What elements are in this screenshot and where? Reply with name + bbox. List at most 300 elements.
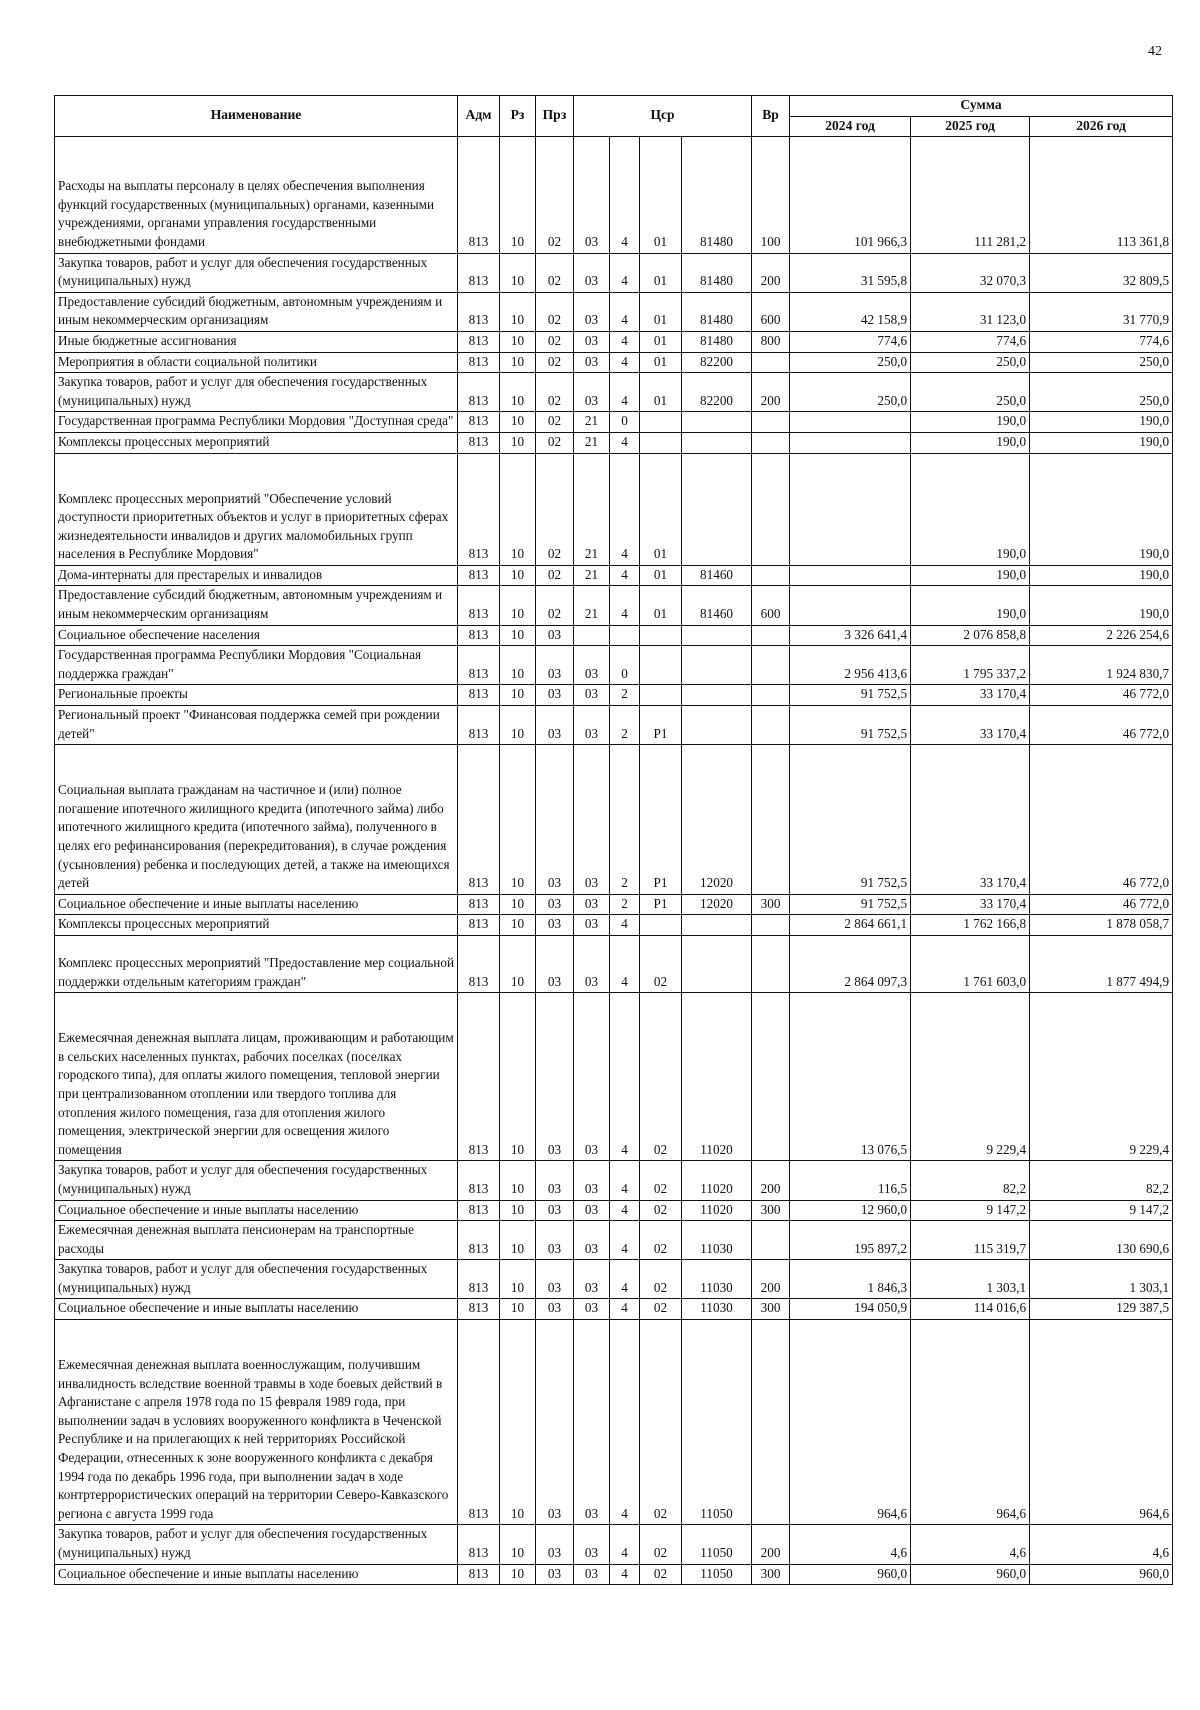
row-sum-2026 [1030, 1525, 1173, 1564]
row-sum-2024-text: 91 752,5 [860, 686, 908, 702]
row-csr-type [610, 745, 640, 895]
row-csr-complex-text: 02 [653, 1279, 668, 1295]
row-csr-type [610, 1525, 640, 1564]
row-csr-direction-text: 11020 [700, 1180, 733, 1196]
row-rz-text: 10 [510, 353, 525, 369]
row-rz [500, 993, 536, 1161]
row-vr [752, 1320, 790, 1525]
row-rz [500, 1221, 536, 1260]
row-prz-text: 03 [547, 626, 562, 642]
row-csr-program [574, 625, 610, 646]
row-rz-text: 10 [510, 875, 525, 891]
row-csr-program [574, 292, 610, 331]
row-sum-2026 [1030, 373, 1173, 412]
row-csr-direction-text: 81480 [700, 332, 733, 348]
row-sum-2026-text: 4,6 [1152, 1545, 1170, 1560]
table-row [55, 993, 1173, 1161]
row-csr-type [610, 253, 640, 292]
row-csr-direction [682, 1200, 752, 1221]
row-name-text: Социальное обеспечение населения [58, 626, 260, 642]
row-rz [500, 625, 536, 646]
row-csr-direction-text: 82200 [700, 392, 733, 408]
row-prz [536, 993, 574, 1161]
row-csr-type [610, 352, 640, 373]
row-csr-direction-text: 82200 [700, 353, 733, 369]
row-csr-complex-text: 02 [653, 973, 668, 989]
row-csr-type-text: 4 [621, 233, 628, 249]
row-csr-program [574, 685, 610, 706]
row-adm [458, 1161, 500, 1200]
row-vr [752, 137, 790, 253]
row-sum-2026-text: 31 770,9 [1122, 312, 1170, 328]
row-csr-type [610, 1200, 640, 1221]
row-sum-2024 [790, 292, 911, 331]
row-csr-direction-text: 11030 [700, 1300, 733, 1316]
row-csr-direction [682, 453, 752, 565]
row-csr-direction-text: 81460 [700, 606, 733, 622]
row-prz-text: 02 [547, 413, 562, 429]
row-csr-complex-text: 01 [653, 332, 668, 348]
row-csr-program [574, 1299, 610, 1320]
table-body [55, 137, 1173, 1585]
row-adm-text: 813 [468, 1565, 489, 1581]
row-vr-text: 300 [760, 1565, 781, 1581]
row-csr-program [574, 1161, 610, 1200]
row-csr-program [574, 453, 610, 565]
row-adm [458, 586, 500, 625]
header-csr: Цср [574, 96, 752, 137]
row-rz [500, 432, 536, 453]
row-sum-2026 [1030, 1299, 1173, 1320]
row-rz [500, 137, 536, 253]
row-sum-2026 [1030, 935, 1173, 992]
row-adm [458, 894, 500, 915]
row-csr-program [574, 646, 610, 685]
row-sum-2024 [790, 1260, 911, 1299]
row-csr-type [610, 1221, 640, 1260]
row-sum-2024 [790, 1299, 911, 1320]
row-csr-type-text: 2 [621, 686, 628, 702]
row-sum-2024 [790, 1161, 911, 1200]
row-prz [536, 253, 574, 292]
row-sum-2025-text: 250,0 [996, 353, 1027, 369]
row-name [55, 935, 458, 992]
row-sum-2026-text: 129 387,5 [1116, 1300, 1170, 1316]
table-row [55, 625, 1173, 646]
row-csr-type-text: 4 [621, 1201, 628, 1217]
table-row [55, 432, 1173, 453]
row-sum-2025 [911, 1260, 1030, 1299]
row-sum-2024-text: 13 076,5 [860, 1141, 908, 1157]
row-csr-direction-text: 11020 [700, 1201, 733, 1217]
row-sum-2026-text: 46 772,0 [1122, 686, 1170, 702]
row-adm-text: 813 [468, 353, 489, 369]
row-adm-text: 813 [468, 725, 489, 741]
row-csr-type [610, 685, 640, 706]
row-sum-2025-text: 1 762 166,8 [963, 916, 1027, 932]
row-csr-complex [640, 331, 682, 352]
row-csr-program-text: 03 [584, 725, 599, 741]
row-name-text: Закупка товаров, работ и услуг для обеспечения государственных (муниципальных) нужд [58, 1261, 428, 1295]
row-csr-complex [640, 894, 682, 915]
row-sum-2025-text: 190,0 [996, 606, 1027, 622]
row-sum-2026 [1030, 1320, 1173, 1525]
header-year-2026: 2026 год [1030, 116, 1173, 137]
row-csr-program-text: 03 [584, 665, 599, 681]
row-csr-program [574, 586, 610, 625]
row-vr [752, 453, 790, 565]
row-adm-text: 813 [468, 332, 489, 348]
row-csr-program [574, 432, 610, 453]
row-rz [500, 745, 536, 895]
row-csr-complex [640, 1299, 682, 1320]
row-rz-text: 10 [510, 1279, 525, 1295]
row-csr-type-text: 4 [621, 392, 628, 408]
row-csr-type [610, 646, 640, 685]
row-name [55, 1200, 458, 1221]
row-sum-2024-text: 964,6 [877, 1505, 908, 1521]
row-csr-program [574, 1320, 610, 1525]
row-adm-text: 813 [468, 1240, 489, 1256]
row-name-text: Комплексы процессных мероприятий [58, 433, 270, 449]
row-prz-text: 03 [547, 875, 562, 891]
row-sum-2024 [790, 993, 911, 1161]
row-sum-2025 [911, 565, 1030, 586]
row-csr-type [610, 1161, 640, 1200]
row-csr-type-text: 4 [621, 1240, 628, 1256]
row-csr-complex-text: 01 [653, 273, 668, 289]
table-row [55, 1200, 1173, 1221]
row-sum-2025 [911, 625, 1030, 646]
row-csr-complex [640, 292, 682, 331]
row-vr [752, 745, 790, 895]
page-number: 42 [1148, 44, 1162, 59]
row-rz [500, 1260, 536, 1299]
row-prz-text: 02 [547, 433, 562, 449]
row-csr-direction [682, 1564, 752, 1585]
row-sum-2024-text: 91 752,5 [860, 895, 908, 911]
row-csr-complex [640, 137, 682, 253]
row-csr-program [574, 137, 610, 253]
row-csr-type [610, 1320, 640, 1525]
row-sum-2025-text: 82,2 [1002, 1180, 1027, 1196]
row-csr-direction-text: 12020 [700, 895, 733, 911]
row-csr-complex [640, 1161, 682, 1200]
row-csr-direction [682, 993, 752, 1161]
row-sum-2025 [911, 373, 1030, 412]
row-rz-text: 10 [510, 626, 525, 642]
row-adm-text: 813 [468, 312, 489, 328]
row-adm [458, 352, 500, 373]
row-prz-text: 02 [547, 392, 562, 408]
row-prz [536, 1564, 574, 1585]
row-rz-text: 10 [510, 273, 525, 289]
row-adm-text: 813 [468, 875, 489, 891]
row-csr-complex [640, 1260, 682, 1299]
row-sum-2026 [1030, 1564, 1173, 1585]
row-name-text: Предоставление субсидий бюджетным, автономным учреждениям и иным некоммерческим организациям [58, 293, 443, 328]
row-sum-2025 [911, 432, 1030, 453]
row-csr-complex [640, 646, 682, 685]
row-prz [536, 352, 574, 373]
header-sum: Сумма [790, 96, 1173, 117]
row-csr-type-text: 4 [621, 273, 628, 289]
row-csr-complex-text: 02 [653, 1565, 668, 1581]
row-prz-text: 03 [547, 973, 562, 989]
row-name [55, 646, 458, 685]
row-name [55, 1525, 458, 1564]
row-adm [458, 685, 500, 706]
row-sum-2025-text: 960,0 [996, 1565, 1027, 1581]
row-sum-2024-text: 116,5 [877, 1180, 908, 1196]
row-sum-2025-text: 774,6 [996, 332, 1027, 348]
row-adm-text: 813 [468, 546, 489, 562]
row-csr-complex-text: 01 [653, 233, 668, 249]
row-csr-complex-text: P1 [653, 895, 668, 911]
row-prz-text: 02 [547, 332, 562, 348]
row-csr-type [610, 915, 640, 936]
row-sum-2024-text: 250,0 [877, 392, 908, 408]
row-sum-2026 [1030, 253, 1173, 292]
row-vr-text: 300 [760, 1300, 781, 1316]
row-prz [536, 894, 574, 915]
row-name [55, 706, 458, 745]
table-row [55, 1564, 1173, 1585]
row-sum-2025-text: 33 170,4 [979, 875, 1027, 891]
row-sum-2024 [790, 565, 911, 586]
row-prz-text: 03 [547, 1279, 562, 1295]
row-rz [500, 373, 536, 412]
row-adm [458, 1525, 500, 1564]
header-year-2025: 2025 год [911, 116, 1030, 137]
row-sum-2026-text: 113 361,8 [1116, 233, 1170, 249]
row-prz [536, 331, 574, 352]
table-row [55, 1525, 1173, 1564]
header-vr: Вр [752, 96, 790, 137]
row-prz [536, 453, 574, 565]
row-sum-2024-text: 960,0 [877, 1565, 908, 1581]
row-sum-2025-text: 33 170,4 [979, 895, 1027, 911]
row-sum-2026-text: 46 772,0 [1122, 725, 1170, 741]
row-csr-program [574, 894, 610, 915]
row-sum-2024-text: 91 752,5 [860, 725, 908, 741]
row-csr-program-text: 03 [584, 1505, 599, 1521]
row-csr-complex [640, 373, 682, 412]
row-csr-complex [640, 432, 682, 453]
row-csr-type [610, 373, 640, 412]
row-adm [458, 1200, 500, 1221]
row-sum-2026 [1030, 565, 1173, 586]
row-prz [536, 646, 574, 685]
row-sum-2025 [911, 915, 1030, 936]
row-csr-complex [640, 1525, 682, 1564]
row-prz [536, 915, 574, 936]
row-csr-program [574, 412, 610, 433]
row-rz [500, 685, 536, 706]
row-name-text: Государственная программа Республики Мордовия "Доступная среда" [58, 413, 454, 429]
row-rz-text: 10 [510, 546, 525, 562]
row-prz [536, 685, 574, 706]
row-csr-direction-text: 11050 [700, 1505, 733, 1521]
row-name-text: Дома-интернаты для престарелых и инвалидов [58, 566, 323, 582]
row-vr [752, 1200, 790, 1221]
row-csr-type-text: 4 [621, 566, 628, 582]
row-sum-2026 [1030, 706, 1173, 745]
budget-table [54, 95, 1173, 1585]
row-csr-type-text: 2 [621, 895, 628, 911]
row-csr-direction [682, 1161, 752, 1200]
row-rz-text: 10 [510, 916, 525, 932]
row-csr-complex-text: P1 [653, 875, 668, 891]
row-prz [536, 1221, 574, 1260]
row-sum-2026-text: 130 690,6 [1116, 1240, 1170, 1256]
row-rz-text: 10 [510, 392, 525, 408]
row-name-text: Мероприятия в области социальной политики [58, 353, 317, 369]
row-csr-complex-text: 02 [653, 1141, 668, 1157]
row-csr-type-text: 4 [621, 1545, 628, 1560]
row-vr-text: 300 [760, 1201, 781, 1217]
row-csr-type-text: 4 [621, 606, 628, 622]
table-row [55, 412, 1173, 433]
row-sum-2026 [1030, 412, 1173, 433]
table-row [55, 352, 1173, 373]
row-rz-text: 10 [510, 606, 525, 622]
row-prz [536, 706, 574, 745]
row-sum-2025 [911, 646, 1030, 685]
row-csr-direction [682, 646, 752, 685]
table-row [55, 915, 1173, 936]
row-prz [536, 1525, 574, 1564]
row-vr [752, 1564, 790, 1585]
row-name [55, 432, 458, 453]
row-sum-2026-text: 190,0 [1139, 433, 1170, 449]
row-sum-2026 [1030, 1260, 1173, 1299]
row-csr-direction [682, 894, 752, 915]
row-csr-type-text: 2 [621, 875, 628, 891]
row-csr-program [574, 331, 610, 352]
row-sum-2024 [790, 935, 911, 992]
row-adm [458, 253, 500, 292]
row-sum-2025-text: 4,6 [1009, 1545, 1027, 1560]
row-adm [458, 1260, 500, 1299]
row-csr-complex-text: 01 [653, 566, 668, 582]
row-prz-text: 03 [547, 1180, 562, 1196]
row-sum-2026-text: 964,6 [1139, 1505, 1170, 1521]
row-csr-complex [640, 1564, 682, 1585]
row-vr [752, 432, 790, 453]
row-rz-text: 10 [510, 1300, 525, 1316]
table-row [55, 565, 1173, 586]
row-vr-text: 600 [760, 606, 781, 622]
row-name [55, 1299, 458, 1320]
row-sum-2024 [790, 915, 911, 936]
row-name [55, 1161, 458, 1200]
row-rz [500, 915, 536, 936]
row-sum-2025 [911, 292, 1030, 331]
row-sum-2025-text: 9 229,4 [986, 1141, 1027, 1157]
row-csr-program-text: 03 [584, 1240, 599, 1256]
row-csr-complex-text: 02 [653, 1505, 668, 1521]
row-name [55, 685, 458, 706]
row-adm-text: 813 [468, 973, 489, 989]
row-rz [500, 331, 536, 352]
row-sum-2024 [790, 432, 911, 453]
row-sum-2026-text: 960,0 [1139, 1565, 1170, 1581]
row-rz [500, 412, 536, 433]
row-csr-program-text: 21 [584, 566, 599, 582]
row-prz-text: 03 [547, 916, 562, 932]
row-sum-2024-text: 195 897,2 [854, 1240, 908, 1256]
row-sum-2026 [1030, 1161, 1173, 1200]
row-sum-2024-text: 91 752,5 [860, 875, 908, 891]
row-sum-2025 [911, 586, 1030, 625]
row-sum-2024 [790, 331, 911, 352]
row-csr-program [574, 1564, 610, 1585]
row-adm [458, 993, 500, 1161]
row-csr-direction [682, 331, 752, 352]
row-rz-text: 10 [510, 312, 525, 328]
row-vr [752, 1299, 790, 1320]
row-csr-program-text: 03 [584, 273, 599, 289]
row-name [55, 586, 458, 625]
row-csr-direction [682, 915, 752, 936]
row-rz [500, 1564, 536, 1585]
row-prz [536, 1299, 574, 1320]
row-sum-2025-text: 9 147,2 [986, 1201, 1027, 1217]
row-adm [458, 1320, 500, 1525]
row-csr-complex-text: P1 [653, 725, 668, 741]
row-name-text: Социальное обеспечение и иные выплаты населению [58, 895, 359, 911]
row-vr-text: 600 [760, 312, 781, 328]
row-csr-type [610, 412, 640, 433]
row-sum-2024 [790, 1200, 911, 1221]
row-sum-2024 [790, 137, 911, 253]
row-prz-text: 03 [547, 1300, 562, 1316]
row-rz-text: 10 [510, 566, 525, 582]
row-rz [500, 935, 536, 992]
row-sum-2026 [1030, 993, 1173, 1161]
row-sum-2026 [1030, 453, 1173, 565]
row-sum-2025 [911, 685, 1030, 706]
row-csr-direction-text: 81480 [700, 273, 733, 289]
row-csr-program [574, 993, 610, 1161]
row-csr-program [574, 1260, 610, 1299]
row-sum-2024 [790, 1320, 911, 1525]
row-sum-2024-text: 194 050,9 [854, 1300, 908, 1316]
row-sum-2026-text: 250,0 [1139, 353, 1170, 369]
header-adm: Адм [458, 96, 500, 137]
row-adm-text: 813 [468, 606, 489, 622]
row-adm-text: 813 [468, 233, 489, 249]
row-rz-text: 10 [510, 433, 525, 449]
row-vr [752, 1221, 790, 1260]
row-sum-2026-text: 250,0 [1139, 392, 1170, 408]
row-name [55, 253, 458, 292]
row-sum-2026 [1030, 685, 1173, 706]
row-name-text: Социальное обеспечение и иные выплаты населению [58, 1201, 359, 1217]
row-vr [752, 253, 790, 292]
row-csr-direction-text: 81480 [700, 233, 733, 249]
row-csr-type [610, 586, 640, 625]
row-rz-text: 10 [510, 1565, 525, 1581]
row-csr-complex-text: 01 [653, 312, 668, 328]
row-adm [458, 292, 500, 331]
row-csr-direction [682, 253, 752, 292]
row-rz [500, 1525, 536, 1564]
row-csr-complex [640, 1200, 682, 1221]
table-row [55, 292, 1173, 331]
row-csr-type-text: 4 [621, 433, 628, 449]
